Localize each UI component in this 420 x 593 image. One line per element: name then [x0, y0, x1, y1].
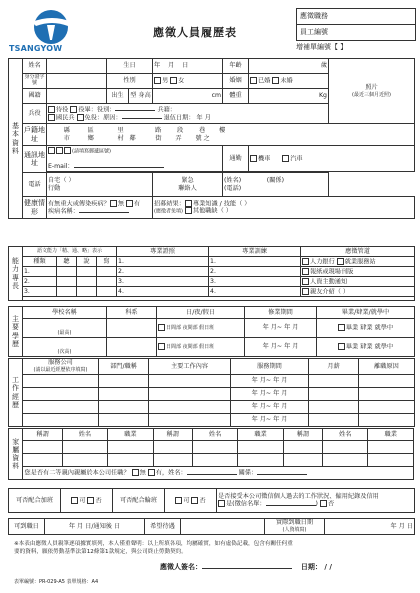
edu-shift-options[interactable]: 日間部 夜間部 假日班	[157, 319, 245, 338]
work-cell[interactable]	[309, 375, 359, 388]
work-col-reason: 離職原因	[359, 359, 415, 375]
work-col-title: 部門/職稱	[99, 359, 149, 375]
lang-cell[interactable]	[77, 277, 97, 287]
id-label: 身分證字號	[23, 74, 47, 89]
id-input[interactable]	[47, 74, 107, 89]
age-label: 年齡	[223, 59, 249, 74]
family-col: 職業	[238, 429, 283, 441]
work-cell[interactable]	[99, 414, 149, 427]
work-period-input[interactable]: 年 月~ 年 月	[231, 388, 309, 401]
family-cell[interactable]	[192, 454, 237, 467]
cert-row[interactable]: 2.	[117, 267, 209, 277]
family-cell[interactable]	[62, 454, 107, 467]
work-cell[interactable]	[149, 388, 231, 401]
photo-box[interactable]: 照片 (最近三個月近照)	[329, 59, 415, 124]
edu-period-input[interactable]: 年 月~ 年 月	[245, 338, 317, 357]
checkbox-icon	[170, 77, 177, 84]
edu-col-school: 學校名稱	[23, 307, 107, 319]
family-cell[interactable]	[108, 441, 153, 454]
checkbox-icon	[158, 324, 165, 331]
family-col: 姓名	[323, 429, 368, 441]
checkbox-icon	[302, 288, 309, 295]
work-cell[interactable]	[99, 375, 149, 388]
salary-label: 希望待遇	[145, 519, 181, 535]
gender-options[interactable]: 男 女	[153, 74, 223, 89]
work-cell[interactable]	[99, 388, 149, 401]
emergency-input[interactable]: (姓名) (關係) (電話)	[223, 173, 329, 197]
work-cell[interactable]	[23, 388, 99, 401]
salary-input[interactable]	[181, 519, 265, 535]
family-cell[interactable]	[283, 454, 322, 467]
ability-table	[8, 246, 415, 301]
family-cell[interactable]	[323, 454, 368, 467]
work-cell[interactable]	[23, 414, 99, 427]
basic-info-table	[8, 58, 415, 219]
actual-start-label: 實際到職日期 (人資填寫)	[265, 519, 325, 535]
work-section-label: 工作經歷	[9, 359, 23, 427]
cert-header: 專業證照	[117, 247, 209, 257]
checkbox-icon	[338, 343, 345, 350]
declaration-line-1: ※本表由應徵人員親筆逐項據實填列，本人僅重聲明：以上所填各項，均屬確實，如有虛偽記載，包含有關任何重	[14, 541, 293, 547]
work-cell[interactable]	[309, 414, 359, 427]
edu-col-shift: 日/夜/假日	[157, 307, 245, 319]
actual-start-input[interactable]: 年 月 日	[325, 519, 415, 535]
edu-status-options[interactable]: 畢業 肄業 就學中	[317, 338, 415, 357]
overtime-options[interactable]: 可 否	[61, 489, 113, 513]
date-label: 日期： / /	[300, 563, 332, 571]
birth-label: 生日	[107, 59, 153, 74]
work-cell[interactable]	[359, 414, 415, 427]
checkbox-icon	[48, 106, 55, 113]
family-col: 稱謂	[153, 429, 192, 441]
health-label: 健康情形	[23, 197, 47, 219]
work-table	[8, 358, 415, 427]
ability-section-label: 能力專長	[9, 247, 23, 301]
height-input[interactable]: cm	[153, 89, 223, 104]
family-cell[interactable]	[238, 454, 283, 467]
start-date-label: 可到職日	[9, 519, 45, 535]
checkbox-icon	[185, 207, 192, 214]
checkbox-icon	[338, 324, 345, 331]
family-cell[interactable]	[283, 441, 322, 454]
work-cell[interactable]	[149, 401, 231, 414]
basic-section-label: 基本資料	[9, 59, 23, 219]
transport-options[interactable]: 機車 汽車	[249, 146, 415, 172]
applied-position-field[interactable]: 應徵職務	[297, 9, 415, 25]
training-row[interactable]: 3.	[209, 277, 301, 287]
checkbox-icon	[302, 278, 309, 285]
weight-input[interactable]: Kg	[249, 89, 329, 104]
work-cell[interactable]	[149, 414, 231, 427]
edu-school-input[interactable]: (次高)	[23, 338, 107, 357]
household-label: 戶籍地址	[23, 124, 47, 146]
checkbox-icon	[302, 268, 309, 275]
lang-cell[interactable]	[97, 277, 117, 287]
start-date-input[interactable]: 年 月 日/通知後 日	[45, 519, 145, 535]
form-footer: 表單編號：PR-029-A5 表單規格：A4	[14, 579, 99, 585]
edu-col-status: 畢業/肄業/就學中	[317, 307, 415, 319]
lang-cell[interactable]	[97, 287, 117, 297]
emergency-label: 緊急 聯絡人	[153, 173, 223, 197]
family-cell[interactable]	[368, 454, 414, 467]
transport-label: 通勤	[223, 146, 249, 172]
gender-label: 性別	[107, 74, 153, 89]
military-label: 兵役	[23, 104, 47, 124]
lang-col-speak: 說	[77, 257, 97, 267]
family-col: 稱謂	[283, 429, 322, 441]
checkbox-icon	[272, 77, 279, 84]
rotation-options[interactable]: 可 否	[165, 489, 217, 513]
checkbox-icon	[48, 147, 55, 154]
brand-text: TSANGYOW	[9, 44, 63, 53]
family-cell[interactable]	[323, 441, 368, 454]
edu-school-input[interactable]: (最高)	[23, 319, 107, 338]
lang-cell[interactable]	[77, 267, 97, 277]
start-table	[8, 518, 415, 535]
age-input[interactable]: 歲	[249, 59, 329, 74]
work-col-company: 服務公司 (請以最近經歷依序填寫)	[23, 359, 99, 375]
lang-cell[interactable]	[77, 287, 97, 297]
training-row[interactable]: 4.	[209, 287, 301, 297]
family-cell[interactable]	[23, 441, 62, 454]
lang-col-type: 種類	[23, 257, 57, 267]
signature-label: 應徵人簽名：	[160, 563, 202, 571]
edu-col-period: 修業期間	[245, 307, 317, 319]
work-period-input[interactable]: 年 月~ 年 月	[231, 401, 309, 414]
declaration-line-2: 要的資料，願依勞動基準法第12條第1款規定，與公司終止勞動契約。	[14, 549, 187, 556]
marital-label: 婚姻	[223, 74, 249, 89]
family-col: 職業	[368, 429, 414, 441]
edu-shift-options[interactable]: 日間部 夜間部 假日班	[157, 338, 245, 357]
checkbox-icon	[70, 106, 77, 113]
header-info-box	[296, 8, 416, 41]
channel-row[interactable]: 親友介紹（ ）	[301, 287, 415, 297]
work-cell[interactable]	[359, 375, 415, 388]
household-address-input[interactable]: 縣 區 里 路 段 巷 樓 市 鄉 村 鄰 街 弄 號 之	[47, 124, 415, 146]
checkbox-icon	[110, 200, 117, 207]
checkbox-icon	[175, 497, 182, 504]
overtime-label: 可否配合加班	[9, 489, 61, 513]
education-table	[8, 306, 415, 357]
work-col-salary: 月薪	[309, 359, 359, 375]
checkbox-icon	[158, 343, 165, 350]
edu-status-options[interactable]: 畢業 肄業 就學中	[317, 319, 415, 338]
blood-label: 型 身高	[129, 89, 153, 104]
family-section-label: 家屬資料	[9, 429, 23, 480]
credit-check-question[interactable]: 是否接受本公司徵信個人過去的工作狀況、僱用紀錄及信用 是(徵信名單： ) 否	[217, 489, 415, 513]
checkbox-icon	[218, 500, 225, 507]
checkbox-icon	[48, 114, 55, 121]
weight-label: 體重	[223, 89, 249, 104]
work-cell[interactable]	[309, 401, 359, 414]
channel-header: 應徵管道	[301, 247, 415, 257]
checkbox-icon	[337, 258, 344, 265]
checkbox-icon	[250, 155, 257, 162]
form-title: 應徵人員履歷表	[153, 26, 237, 39]
work-period-input[interactable]: 年 月~ 年 月	[231, 414, 309, 427]
declaration-notes	[14, 540, 409, 556]
supplement-no-field[interactable]: 增補單編號【 】	[296, 43, 348, 51]
checkbox-icon	[191, 497, 198, 504]
checkbox-icon	[250, 77, 257, 84]
military-options[interactable]: 待役 役畢：役別： 兵籍： 國民兵 免役：原因： 退伍日期： 年 月	[47, 104, 329, 124]
checkbox-icon	[87, 497, 94, 504]
name-label: 姓名	[23, 59, 47, 74]
edu-col-major: 科系	[107, 307, 157, 319]
work-cell[interactable]	[99, 401, 149, 414]
family-col: 稱謂	[23, 429, 62, 441]
work-cell[interactable]	[309, 388, 359, 401]
training-row[interactable]: 1.	[209, 257, 301, 267]
name-input[interactable]	[47, 59, 107, 74]
channel-row[interactable]: 報紙或現場刊版	[301, 267, 415, 277]
language-header: 語文能力「精、通、略」表示	[23, 247, 117, 257]
health-input[interactable]: 有無重大或傳染疾病？ 無 有 疾病名稱：	[47, 197, 153, 219]
family-cell[interactable]	[153, 441, 192, 454]
checkbox-icon	[148, 469, 155, 476]
relative-question[interactable]: 您是否有二等親內親屬於本公司任職？ 無 有，姓名： 關係：	[23, 467, 414, 480]
checkbox-icon	[282, 155, 289, 162]
checkbox-icon	[77, 114, 84, 121]
family-cell[interactable]	[238, 441, 283, 454]
training-header: 專業訓練	[209, 247, 301, 257]
edu-period-input[interactable]: 年 月~ 年 月	[245, 319, 317, 338]
family-cell[interactable]	[153, 454, 192, 467]
cert-row[interactable]: 4.	[117, 287, 209, 297]
cert-row[interactable]: 1.	[117, 257, 209, 267]
channel-row[interactable]: 人資主動通知	[301, 277, 415, 287]
birthplace-label: 出生	[107, 89, 129, 104]
family-col: 職業	[108, 429, 153, 441]
edu-major-input[interactable]	[107, 319, 157, 338]
checkbox-icon	[71, 497, 78, 504]
work-cell[interactable]	[149, 375, 231, 388]
work-cell[interactable]	[359, 388, 415, 401]
misc-table	[8, 488, 415, 513]
comm-address-label: 通訊地址	[23, 146, 47, 173]
checkbox-icon	[132, 469, 139, 476]
family-table	[8, 428, 414, 480]
training-row[interactable]: 2.	[209, 267, 301, 277]
signature-row[interactable]	[160, 562, 332, 572]
phone-input[interactable]: 自宅（ ） 行動	[47, 173, 153, 197]
work-col-period: 服務期間	[231, 359, 309, 375]
checkbox-icon	[185, 200, 192, 207]
family-cell[interactable]	[62, 441, 107, 454]
cert-row[interactable]: 3.	[117, 277, 209, 287]
family-col: 姓名	[62, 429, 107, 441]
lang-row[interactable]: 3.	[23, 287, 57, 297]
employee-id-field[interactable]: 員工編號	[300, 28, 328, 36]
marital-options[interactable]: 已婚 未婚	[249, 74, 329, 89]
lang-cell[interactable]	[97, 267, 117, 277]
recruit-result[interactable]: 招募結果： 專業知識 / 技能（ ） (應徵者免填) 其他職缺（ ）	[153, 197, 415, 219]
birth-input[interactable]: 年 月 日	[153, 59, 223, 74]
checkbox-icon	[302, 258, 309, 265]
family-cell[interactable]	[108, 454, 153, 467]
family-cell[interactable]	[192, 441, 237, 454]
family-cell[interactable]	[368, 441, 414, 454]
nationality-input[interactable]	[47, 89, 107, 104]
work-cell[interactable]	[23, 401, 99, 414]
lang-cell[interactable]	[57, 277, 77, 287]
checkbox-icon	[154, 77, 161, 84]
lang-cell[interactable]	[57, 267, 77, 277]
family-cell[interactable]	[23, 454, 62, 467]
edu-major-input[interactable]	[107, 338, 157, 357]
family-col: 姓名	[192, 429, 237, 441]
checkbox-icon	[320, 500, 327, 507]
lang-row[interactable]: 1.	[23, 267, 57, 277]
work-cell[interactable]	[359, 401, 415, 414]
channel-row[interactable]: 人力銀行 就業服務站	[301, 257, 415, 267]
work-col-content: 主要工作內容	[149, 359, 231, 375]
phone-label: 電話	[23, 173, 47, 197]
nationality-label: 國籍	[23, 89, 47, 104]
work-period-input[interactable]: 年 月~ 年 月	[231, 375, 309, 388]
lang-col-listen: 聽	[57, 257, 77, 267]
checkbox-icon	[126, 200, 133, 207]
lang-col-write: 寫	[97, 257, 117, 267]
lang-cell[interactable]	[57, 287, 77, 297]
rotation-label: 可否配合輪班	[113, 489, 165, 513]
lang-row[interactable]: 2.	[23, 277, 57, 287]
work-cell[interactable]	[23, 375, 99, 388]
education-section-label: 主要學歷	[9, 307, 23, 357]
comm-address-input[interactable]: (請填寫郵遞區號) E-mail：	[47, 146, 223, 172]
